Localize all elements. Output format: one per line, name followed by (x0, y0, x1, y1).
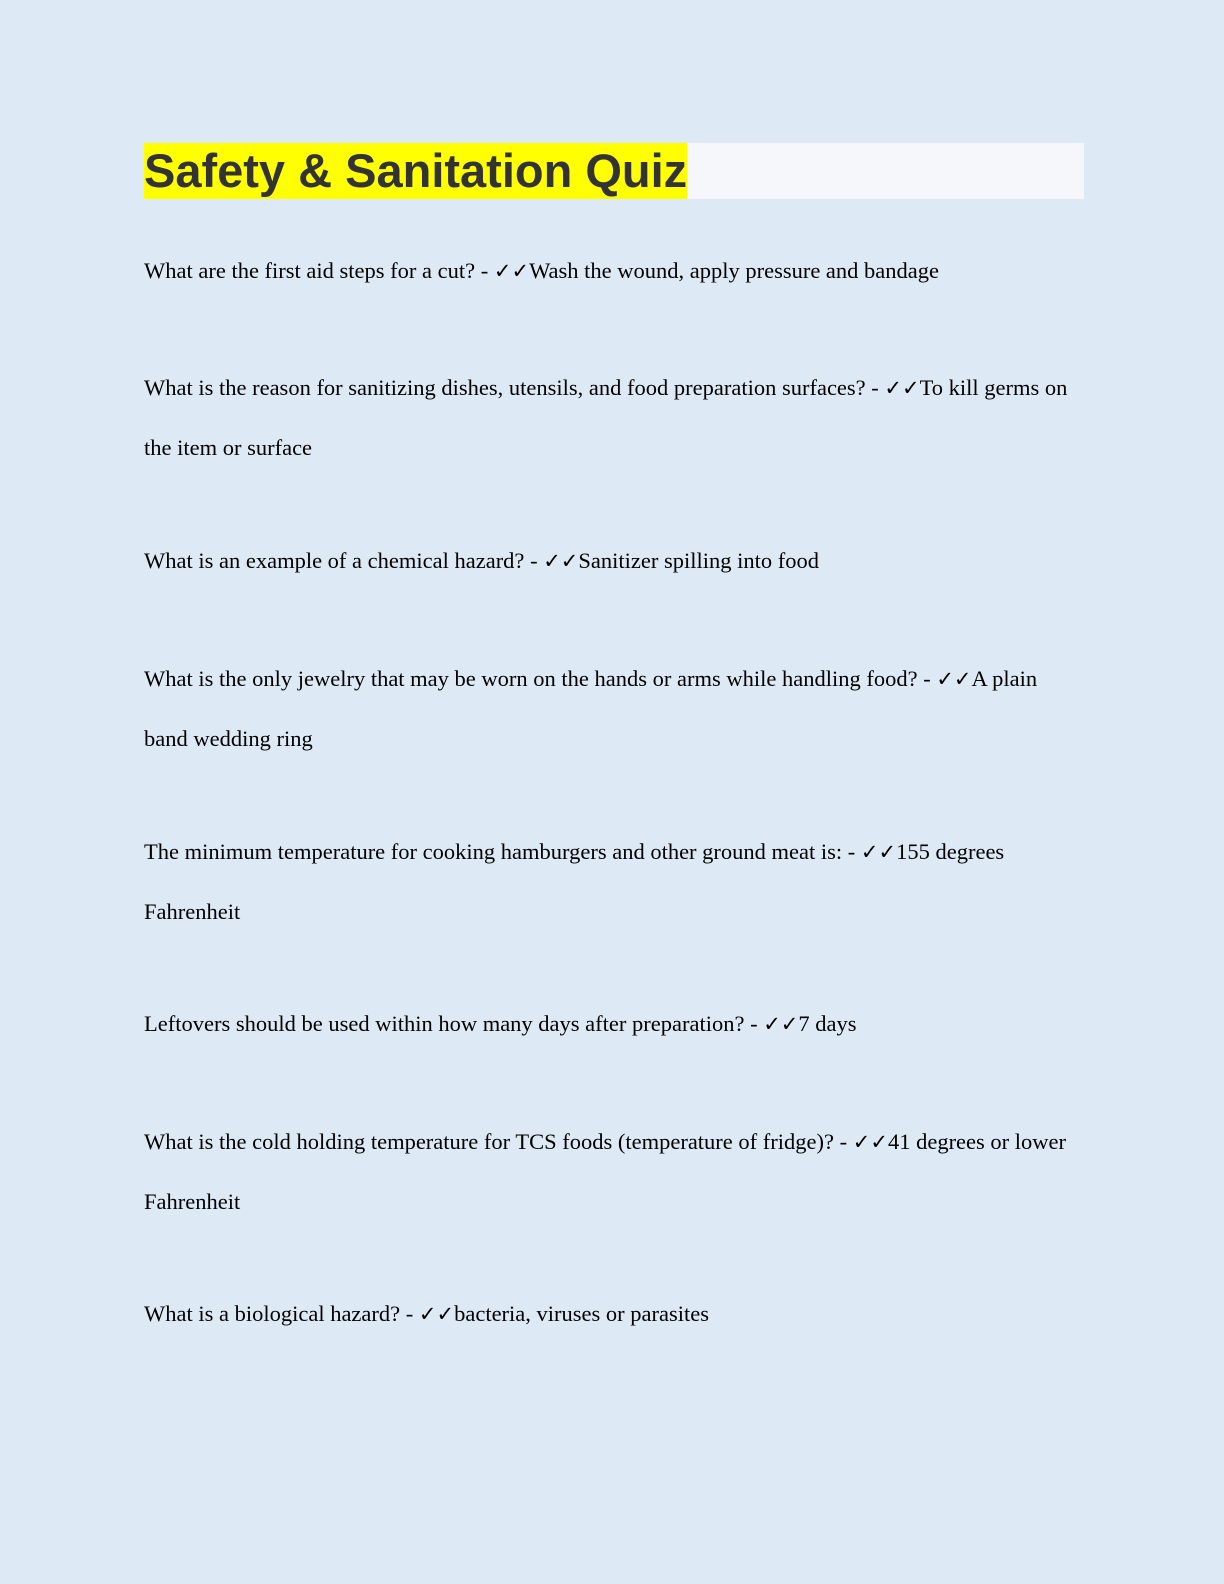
question-text: What is the cold holding temperature for TCS foods (temperature of fridge)? (144, 1129, 834, 1154)
answer-text: bacteria, viruses or parasites (454, 1301, 709, 1326)
separator: - (917, 666, 937, 691)
separator: - (834, 1129, 853, 1154)
question-text: What is an example of a chemical hazard? (144, 548, 525, 573)
check-marks-icon: ✓✓ (884, 376, 920, 400)
answer-text: A plain band wedding ring (144, 666, 1038, 751)
separator: - (400, 1301, 419, 1326)
check-marks-icon: ✓✓ (860, 840, 897, 864)
answer-text: To kill germs on the item or surface (144, 375, 1068, 460)
question-text: The minimum temperature for cooking hamburgers and other ground meat is: (144, 839, 843, 864)
check-marks-icon: ✓✓ (763, 1012, 799, 1036)
separator: - (865, 375, 885, 400)
qa-item (144, 649, 1084, 768)
separator: - (744, 1011, 764, 1036)
qa-item (144, 994, 1084, 1054)
question-text: What is the only jewelry that may be worn on the hands or arms while handling food? (144, 666, 918, 691)
check-marks-icon: ✓✓ (936, 667, 972, 691)
question-text: What is a biological hazard? (144, 1301, 401, 1326)
separator: - (842, 839, 861, 864)
answer-text: 155 degrees Fahrenheit (144, 839, 1005, 924)
page-title: Safety & Sanitation Quiz (144, 144, 688, 197)
qa-item (144, 358, 1084, 477)
qa-item (144, 531, 1084, 591)
question-text: Leftovers should be used within how many days after preparation? (144, 1011, 745, 1036)
separator: - (475, 258, 494, 283)
answer-text: Wash the wound, apply pressure and bandage (529, 258, 940, 283)
answer-text: 7 days (798, 1011, 857, 1036)
qa-item (144, 1112, 1084, 1231)
check-marks-icon: ✓✓ (418, 1302, 455, 1326)
separator: - (524, 548, 544, 573)
check-marks-icon: ✓✓ (493, 259, 530, 283)
question-text: What are the first aid steps for a cut? (144, 258, 476, 283)
answer-text: 41 degrees or lower Fahrenheit (144, 1129, 1067, 1214)
qa-item (144, 1284, 1084, 1344)
answer-text: Sanitizer spilling into food (578, 548, 819, 573)
qa-item (144, 241, 1084, 301)
check-marks-icon: ✓✓ (852, 1130, 888, 1154)
qa-item (144, 822, 1084, 941)
question-text: What is the reason for sanitizing dishes, utensils, and food preparation surfaces? (144, 375, 866, 400)
check-marks-icon: ✓✓ (543, 549, 579, 573)
